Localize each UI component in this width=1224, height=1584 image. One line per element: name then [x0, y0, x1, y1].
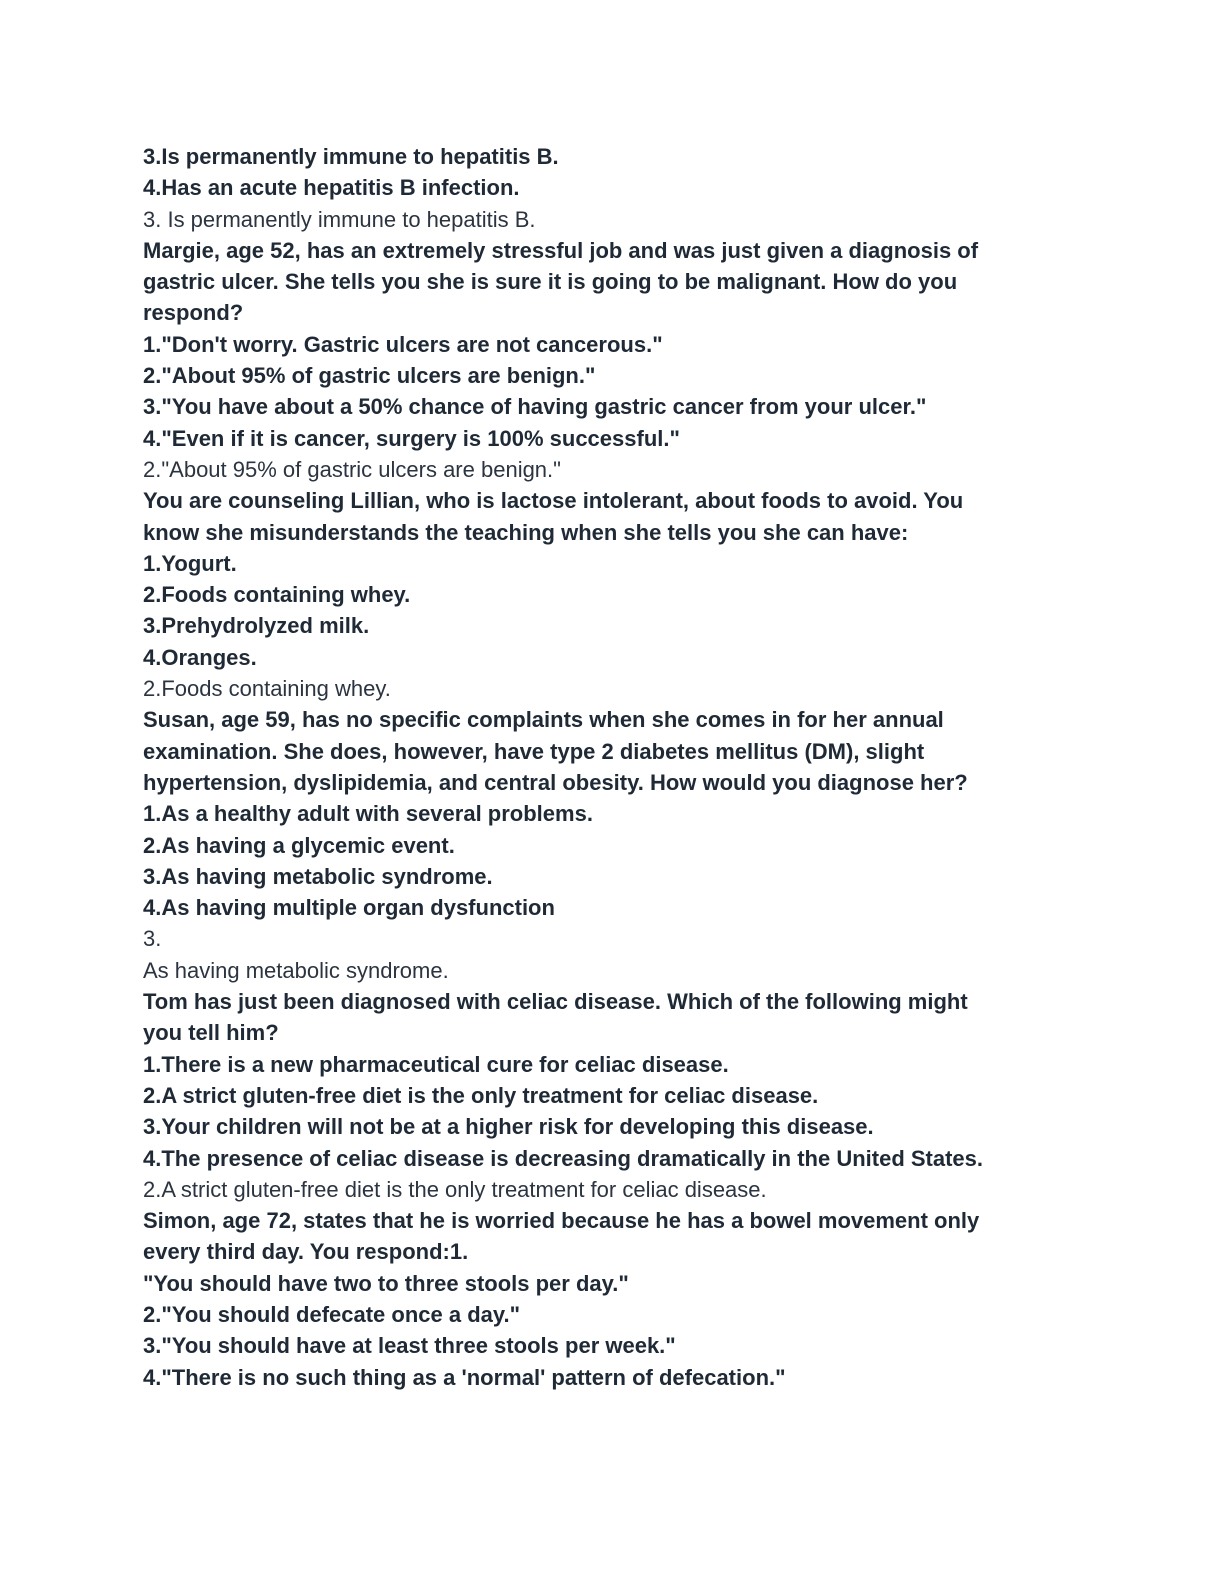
question-line: Susan, age 59, has no specific complaints when she comes in for her annual: [143, 707, 944, 733]
option-line: 4.As having multiple organ dysfunction: [143, 895, 555, 921]
option-line: 3.Prehydrolyzed milk.: [143, 613, 370, 639]
question-line: Simon, age 72, states that he is worried because he has a bowel movement only: [143, 1208, 980, 1234]
option-line: 3."You have about a 50% chance of having gastric cancer from your ulcer.": [143, 394, 927, 420]
option-line: "You should have two to three stools per day.": [143, 1270, 629, 1296]
option-line: 2."About 95% of gastric ulcers are benign.": [143, 363, 596, 389]
option-line: 2.Foods containing whey.: [143, 582, 411, 608]
question-line: examination. She does, however, have type 2 diabetes mellitus (DM), slight: [143, 738, 925, 764]
option-line: 3."You should have at least three stools per week.": [143, 1333, 676, 1359]
option-line: 4."Even if it is cancer, surgery is 100% successful.": [143, 425, 680, 451]
answer-line: 2.Foods containing whey.: [143, 676, 391, 702]
answer-line: As having metabolic syndrome.: [143, 957, 449, 983]
option-line: 1.Yogurt.: [143, 550, 237, 576]
answer-line: 2.A strict gluten-free diet is the only treatment for celiac disease.: [143, 1176, 767, 1202]
option-line: 4.Oranges.: [143, 644, 257, 670]
option-line: 1.As a healthy adult with several problems.: [143, 801, 593, 827]
question-line: You are counseling Lillian, who is lactose intolerant, about foods to avoid. You: [143, 488, 964, 514]
question-line: Margie, age 52, has an extremely stressful job and was just given a diagnosis of: [143, 237, 979, 263]
text-line: 4.Has an acute hepatitis B infection.: [143, 175, 520, 201]
option-line: 3.As having metabolic syndrome.: [143, 863, 493, 889]
option-line: 3.Your children will not be at a higher risk for developing this disease.: [143, 1114, 874, 1140]
question-line: respond?: [143, 300, 244, 326]
option-line: 2.A strict gluten-free diet is the only treatment for celiac disease.: [143, 1082, 819, 1108]
document-page: [143, 141, 1073, 1393]
option-line: 1."Don't worry. Gastric ulcers are not cancerous.": [143, 331, 663, 357]
answer-line: 3. Is permanently immune to hepatitis B.: [143, 206, 536, 232]
option-line: 4.The presence of celiac disease is decreasing dramatically in the United States.: [143, 1145, 984, 1171]
question-line: you tell him?: [143, 1020, 279, 1046]
question-line: hypertension, dyslipidemia, and central obesity. How would you diagnose her?: [143, 769, 968, 795]
option-line: 4."There is no such thing as a 'normal' pattern of defecation.": [143, 1364, 786, 1390]
answer-line: 3.: [143, 926, 162, 952]
option-line: 2."You should defecate once a day.": [143, 1301, 521, 1327]
option-line: 1.There is a new pharmaceutical cure for celiac disease.: [143, 1051, 729, 1077]
question-line: gastric ulcer. She tells you she is sure it is going to be malignant. How do you: [143, 269, 958, 295]
question-line: Tom has just been diagnosed with celiac disease. Which of the following might: [143, 989, 968, 1015]
question-line: know she misunderstands the teaching when she tells you she can have:: [143, 519, 909, 545]
option-line: 2.As having a glycemic event.: [143, 832, 455, 858]
question-line: every third day. You respond:1.: [143, 1239, 469, 1265]
answer-line: 2."About 95% of gastric ulcers are benign.": [143, 456, 561, 482]
text-line: 3.Is permanently immune to hepatitis B.: [143, 144, 559, 169]
